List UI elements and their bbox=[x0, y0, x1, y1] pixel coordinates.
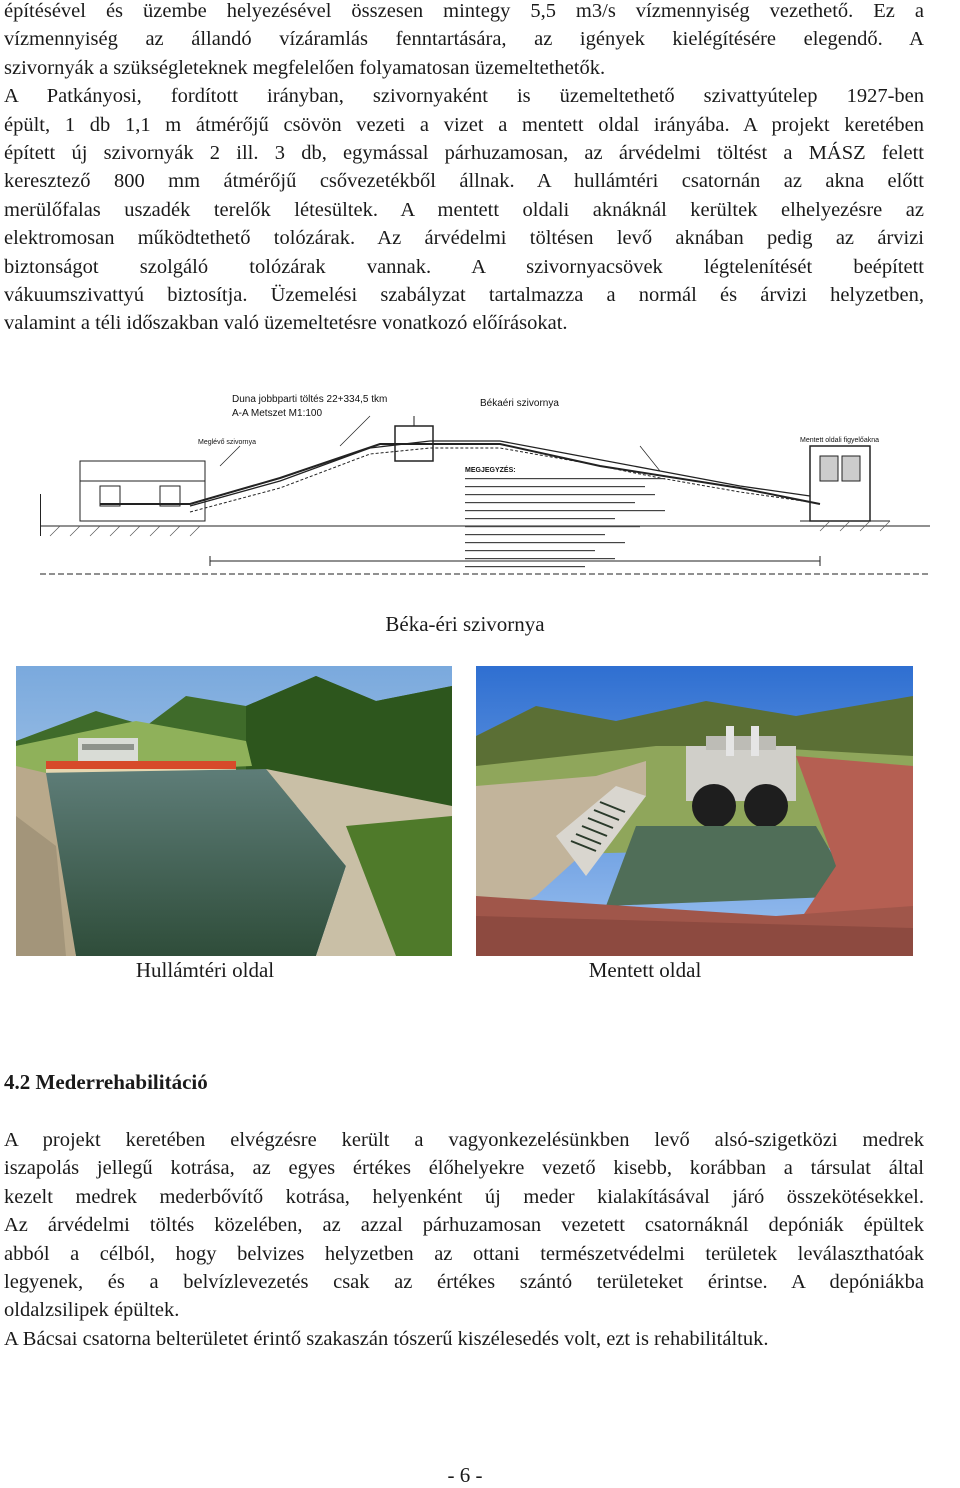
text-line: merülőfalas uszadék terelők létesültek. A mentett oldali aknáknál kerültek elhelyezésre az bbox=[4, 198, 924, 221]
text-line: biztonságot szolgáló tolózárak vannak. A szivornyacsövek légtelenítését beépített bbox=[4, 255, 924, 278]
protected-caption: Mentett oldal bbox=[588, 958, 702, 982]
text-line: Az árvédelmi töltés közelében, az azzal párhuzamosan vezetett csatornáknál depóniák épültek bbox=[4, 1214, 924, 1237]
drawing-title: Duna jobbparti töltés 22+334,5 tkm bbox=[232, 394, 388, 405]
text-line: A projekt keretében elvégzésre került a vagyonkezelésünkben levő alsó-szigetközi medrek bbox=[4, 1129, 924, 1151]
text-line: iszapolás jellegű kotrása, az egyes értékes élőhelyekre vezető kisebb, korábban a társulat által bbox=[4, 1157, 924, 1180]
floodplain-caption: Hullámtéri oldal bbox=[135, 958, 275, 982]
text-line: elektromosan működtethető tolózárak. Az árvédelmi töltésen levő aknában pedig az árvizi bbox=[4, 227, 924, 250]
intro-paragraph bbox=[4, 0, 924, 338]
drawing-subtitle: Békaéri szivornya bbox=[480, 398, 559, 409]
cross-section-drawing bbox=[40, 386, 930, 581]
text-line: kezelt medrek mederbővítő kotrása, helyenként új meder kialakításával járó összekötésekkel. bbox=[4, 1185, 924, 1208]
text-line: valamint a téli időszakban való üzemeltetésre vonatkozó előírásokat. bbox=[4, 312, 568, 335]
body-paragraph bbox=[4, 1126, 924, 1353]
text-line: legyenek, és a belvízlevezetés csak az értékes szántó területeket érintse. A depóniákba bbox=[4, 1271, 924, 1294]
text-line: oldalzsilipek épültek. bbox=[4, 1299, 180, 1322]
drawing-right-label: Mentett oldali figyelőakna bbox=[800, 437, 879, 444]
text-line: vákuumszivattyú biztosítja. Üzemelési szabályzat tartalmazza a normál és árvizi helyzetben, bbox=[4, 284, 924, 307]
protected-side-photo bbox=[476, 666, 913, 956]
drawing-legend-title: MEGJEGYZÉS: bbox=[465, 467, 516, 474]
text-line: építésével és üzembe helyezésével összesen mintegy 5,5 m3/s vízmennyiség vezethető. Ez a bbox=[4, 0, 924, 22]
drawing-scale: A-A Metszet M1:100 bbox=[232, 408, 323, 419]
text-line: épített új szivornyák 2 ill. 3 db, egymással párhuzamosan, az árvédelmi töltést a MÁSZ felett bbox=[4, 142, 924, 165]
text-line: keresztező 800 mm átmérőjű csővezetékből állnak. A hullámtéri csatornán az akna előtt bbox=[4, 170, 924, 193]
section-heading: 4.2 Mederrehabilitáció bbox=[4, 1070, 208, 1094]
page-number: - 6 - bbox=[447, 1463, 483, 1487]
drawing-left-label: Meglévő szivornya bbox=[198, 439, 256, 446]
text-line: vízmennyiség az állandó vízáramlás fenntartására, az igények kielégítésére elegendő. A bbox=[4, 28, 924, 51]
drawing-caption: Béka-éri szivornya bbox=[385, 612, 545, 636]
text-line: A Patkányosi, fordított irányban, szivornyaként is üzemeltethető szivattyútelep 1927-ben bbox=[4, 85, 924, 108]
text-line: épült, 1 db 1,1 m átmérőjű csövön vezeti a vizet a mentett oldal irányába. A projekt keretében bbox=[4, 113, 924, 136]
text-line: szivornyák a szükségleteknek megfelelően folyamatosan üzemeltethetők. bbox=[4, 56, 606, 79]
text-line: A Bácsai csatorna belterületet érintő szakaszán tószerű kiszélesedés volt, ezt is rehabilitáltuk. bbox=[4, 1327, 769, 1350]
text-line: abból a célból, hogy belvizes helyzetben az ottani természetvédelmi területek leválaszthatóak bbox=[4, 1242, 924, 1265]
floodplain-side-photo bbox=[16, 666, 452, 956]
